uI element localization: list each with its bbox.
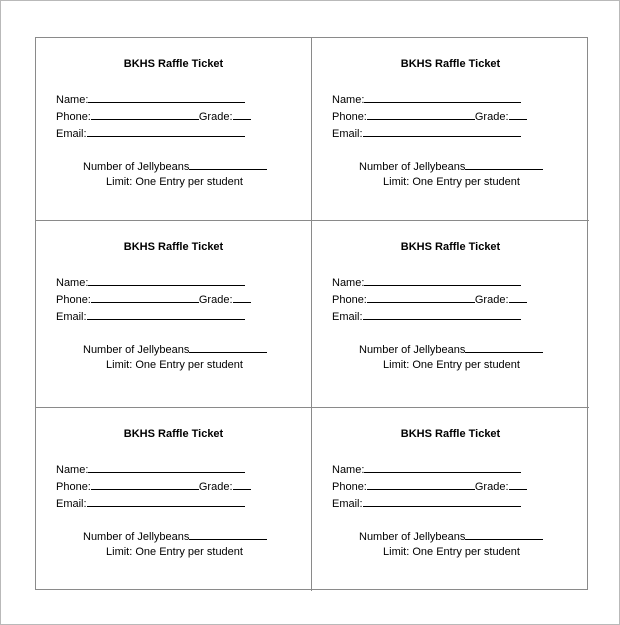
raffle-ticket xyxy=(312,408,589,591)
name-label: Name: xyxy=(56,464,89,476)
name-blank-line[interactable] xyxy=(364,461,521,473)
jellybean-blank-line[interactable] xyxy=(189,341,267,353)
email-blank-line[interactable] xyxy=(87,495,245,507)
email-blank-line[interactable] xyxy=(363,125,521,137)
jellybean-label: Number of Jellybeans xyxy=(359,161,466,173)
grade-blank-line[interactable] xyxy=(233,291,251,303)
grade-blank-line[interactable] xyxy=(509,291,527,303)
name-field xyxy=(332,274,521,290)
phone-blank-line[interactable] xyxy=(91,108,199,120)
entry-limit-note: Limit: One Entry per student xyxy=(106,176,243,188)
jellybean-label: Number of Jellybeans xyxy=(359,531,466,543)
grade-label: Grade: xyxy=(198,481,233,493)
jellybean-guess-field xyxy=(83,528,267,544)
phone-blank-line[interactable] xyxy=(367,478,475,490)
phone-grade-field xyxy=(332,478,527,494)
ticket-title: BKHS Raffle Ticket xyxy=(400,428,501,440)
raffle-ticket xyxy=(36,408,312,591)
email-field xyxy=(332,125,521,141)
jellybean-guess-field xyxy=(83,158,267,174)
jellybean-label: Number of Jellybeans xyxy=(83,531,190,543)
phone-blank-line[interactable] xyxy=(367,108,475,120)
jellybean-blank-line[interactable] xyxy=(189,158,267,170)
jellybean-label: Number of Jellybeans xyxy=(83,344,190,356)
email-blank-line[interactable] xyxy=(87,308,245,320)
phone-label: Phone: xyxy=(56,111,91,123)
phone-grade-field xyxy=(56,108,251,124)
name-label: Name: xyxy=(56,277,89,289)
email-field xyxy=(56,308,245,324)
jellybean-guess-field xyxy=(359,158,543,174)
phone-label: Phone: xyxy=(332,111,367,123)
ticket-title: BKHS Raffle Ticket xyxy=(123,428,224,440)
name-label: Name: xyxy=(332,464,365,476)
name-label: Name: xyxy=(332,277,365,289)
jellybean-blank-line[interactable] xyxy=(465,341,543,353)
raffle-ticket xyxy=(312,38,589,221)
grade-label: Grade: xyxy=(198,111,233,123)
phone-grade-field xyxy=(56,291,251,307)
entry-limit-note: Limit: One Entry per student xyxy=(383,176,520,188)
jellybean-guess-field xyxy=(359,341,543,357)
grade-blank-line[interactable] xyxy=(233,478,251,490)
name-field xyxy=(56,274,245,290)
ticket-title: BKHS Raffle Ticket xyxy=(123,241,224,253)
email-label: Email: xyxy=(56,311,87,323)
name-label: Name: xyxy=(56,94,89,106)
grade-label: Grade: xyxy=(474,481,509,493)
email-label: Email: xyxy=(56,128,87,140)
phone-grade-field xyxy=(56,478,251,494)
email-blank-line[interactable] xyxy=(363,308,521,320)
ticket-title: BKHS Raffle Ticket xyxy=(400,241,501,253)
grade-blank-line[interactable] xyxy=(509,108,527,120)
name-field xyxy=(332,461,521,477)
name-field xyxy=(56,91,245,107)
jellybean-label: Number of Jellybeans xyxy=(83,161,190,173)
email-blank-line[interactable] xyxy=(87,125,245,137)
phone-grade-field xyxy=(332,108,527,124)
email-field xyxy=(56,495,245,511)
name-blank-line[interactable] xyxy=(364,274,521,286)
phone-grade-field xyxy=(332,291,527,307)
grade-label: Grade: xyxy=(474,111,509,123)
email-field xyxy=(56,125,245,141)
name-field xyxy=(56,461,245,477)
grade-label: Grade: xyxy=(474,294,509,306)
phone-blank-line[interactable] xyxy=(367,291,475,303)
name-label: Name: xyxy=(332,94,365,106)
name-field xyxy=(332,91,521,107)
entry-limit-note: Limit: One Entry per student xyxy=(106,359,243,371)
email-field xyxy=(332,308,521,324)
raffle-ticket-sheet xyxy=(35,37,588,590)
entry-limit-note: Limit: One Entry per student xyxy=(383,546,520,558)
jellybean-blank-line[interactable] xyxy=(189,528,267,540)
entry-limit-note: Limit: One Entry per student xyxy=(383,359,520,371)
ticket-title: BKHS Raffle Ticket xyxy=(123,58,224,70)
phone-blank-line[interactable] xyxy=(91,478,199,490)
ticket-title: BKHS Raffle Ticket xyxy=(400,58,501,70)
email-blank-line[interactable] xyxy=(363,495,521,507)
name-blank-line[interactable] xyxy=(88,91,245,103)
phone-label: Phone: xyxy=(332,294,367,306)
email-label: Email: xyxy=(332,128,363,140)
grade-blank-line[interactable] xyxy=(233,108,251,120)
phone-blank-line[interactable] xyxy=(91,291,199,303)
jellybean-blank-line[interactable] xyxy=(465,528,543,540)
email-field xyxy=(332,495,521,511)
entry-limit-note: Limit: One Entry per student xyxy=(106,546,243,558)
jellybean-label: Number of Jellybeans xyxy=(359,344,466,356)
email-label: Email: xyxy=(332,311,363,323)
raffle-ticket xyxy=(312,221,589,408)
name-blank-line[interactable] xyxy=(364,91,521,103)
phone-label: Phone: xyxy=(56,481,91,493)
phone-label: Phone: xyxy=(56,294,91,306)
grade-label: Grade: xyxy=(198,294,233,306)
email-label: Email: xyxy=(332,498,363,510)
email-label: Email: xyxy=(56,498,87,510)
jellybean-guess-field xyxy=(359,528,543,544)
raffle-ticket xyxy=(36,38,312,221)
name-blank-line[interactable] xyxy=(88,461,245,473)
jellybean-blank-line[interactable] xyxy=(465,158,543,170)
grade-blank-line[interactable] xyxy=(509,478,527,490)
raffle-ticket xyxy=(36,221,312,408)
phone-label: Phone: xyxy=(332,481,367,493)
jellybean-guess-field xyxy=(83,341,267,357)
name-blank-line[interactable] xyxy=(88,274,245,286)
